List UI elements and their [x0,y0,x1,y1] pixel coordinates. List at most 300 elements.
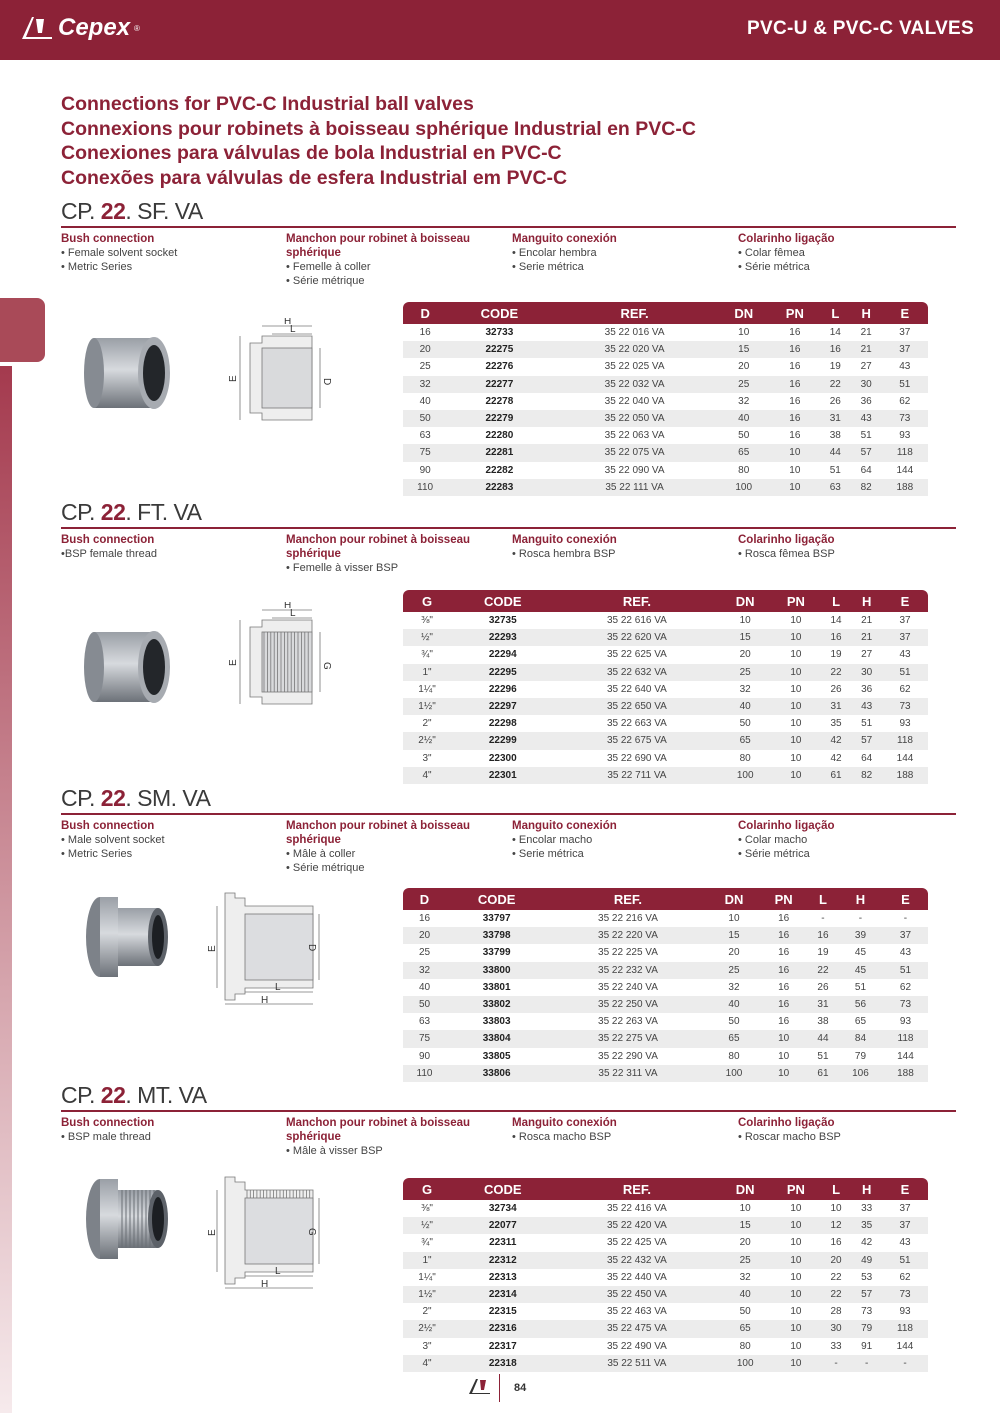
column-header: E [882,1178,928,1200]
table-cell: 22278 [485,395,514,407]
table-cell: 36 [860,395,872,407]
table-cell: 51 [861,718,873,730]
table-row [403,479,928,496]
lang-item: • Femelle à visser BSP [286,562,399,574]
table-cell: 57 [851,444,882,461]
title-prefix: CP. [61,499,95,525]
table-cell: 15 [719,1217,771,1234]
lang-heading: Manchon pour robinet à boisseau sphérique [286,534,471,560]
table-cell: 93 [899,1306,911,1318]
table-cell: 16 [759,962,808,979]
table-cell: 14 [830,615,842,627]
title-suffix: . FT. VA [125,499,202,525]
table-cell: 45 [854,947,867,959]
table-cell: 35 22 632 VA [554,664,719,681]
table-cell: 21 [861,615,873,627]
table-row [403,1065,928,1082]
table-cell: 26 [829,395,841,407]
table-cell: - [903,913,908,925]
lang-item: • Rosca macho BSP [512,1131,612,1143]
technical-drawing [222,318,337,438]
table-cell: 15 [718,341,770,358]
table-cell: 80 [728,1050,740,1062]
table-cell: 22312 [451,1252,554,1269]
column-header: G [403,590,451,612]
registered-mark: ® [134,23,140,33]
table-cell: 35 22 250 VA [547,996,708,1013]
lang-item: • Série métrique [286,862,365,874]
table-cell: 10 [790,752,802,764]
table-cell: 43 [899,649,911,661]
cepex-logo [20,14,140,42]
table-cell: 10 [771,732,821,749]
table-row [403,732,928,749]
lang-heading: Bush connection [61,534,155,546]
table-cell: 22300 [488,752,517,764]
column-header: CODE [451,590,554,612]
table-cell: 62 [899,981,912,993]
table-cell: 35 22 511 VA [554,1355,719,1372]
spec-table [403,590,928,784]
table-cell: 40 [419,395,431,407]
lang-block [61,533,281,561]
lang-heading: Bush connection [61,233,155,245]
table-cell: 35 22 290 VA [598,1050,658,1062]
table-row [403,1252,928,1269]
table-cell: 93 [899,430,911,442]
lang-heading: Bush connection [61,820,155,832]
lang-item: • Rosca hembra BSP [512,548,616,560]
table-cell: ⅜" [421,615,433,627]
table-row [403,427,928,444]
table-cell: 35 22 075 VA [552,444,718,461]
column-header: REF. [547,888,708,910]
table-cell: 65 [719,1320,771,1337]
table-cell: 33797 [482,913,511,925]
lang-block [512,533,732,561]
column-header: DN [719,1178,771,1200]
table-cell: 4" [403,767,451,784]
table-cell: 10 [790,1271,802,1283]
svg-text:L: L [290,324,296,335]
table-cell: 62 [899,1271,911,1283]
table-cell: 16 [759,927,808,944]
svg-text:D: D [306,944,317,952]
table-cell: 10 [771,664,821,681]
table-cell: 3" [422,752,432,764]
column-header: CODE [451,1178,554,1200]
footer-separator [499,1374,500,1402]
table-cell: - [851,1355,882,1372]
table-cell: 33802 [446,996,547,1013]
table-cell: 32 [403,962,446,979]
lang-heading: Manchon pour robinet à boisseau sphérique [286,820,471,846]
table-cell: 73 [882,410,928,427]
table-row [403,1048,928,1065]
table-cell: 33804 [446,1030,547,1047]
table-cell: 35 22 232 VA [547,962,708,979]
table-cell: 32 [738,395,750,407]
table-cell: 25 [419,361,431,373]
table-cell: 10 [790,1340,802,1352]
table-row [403,1320,928,1337]
table-cell: 22301 [451,767,554,784]
section-header [61,785,956,815]
table-cell: 32 [739,1271,751,1283]
table-cell: 16 [830,1237,842,1249]
table-row [403,944,928,961]
lang-item: • Encolar macho [512,834,593,846]
table-cell: 44 [808,1030,838,1047]
svg-text:D: D [321,378,332,386]
table-header-row [403,1178,928,1200]
svg-text:E: E [228,375,239,382]
table-cell: 30 [851,376,882,393]
table-cell: 37 [899,615,911,627]
table-cell: 16 [789,361,801,373]
section-title [61,785,210,812]
table-cell: 80 [738,464,750,476]
table-cell: 35 22 416 VA [606,1203,667,1215]
table-cell: 22 [821,1286,852,1303]
column-header: PN [771,590,821,612]
table-cell: 16 [778,947,790,959]
table-cell: 10 [759,1065,808,1082]
table-cell: 56 [838,996,883,1013]
table-cell: 16 [808,927,838,944]
page-number: 84 [514,1382,527,1394]
table-cell: 15 [709,927,760,944]
table-cell: 10 [771,1217,821,1234]
table-cell: 19 [829,361,841,373]
table-cell: 35 22 111 VA [552,479,718,496]
table-cell: 10 [771,698,821,715]
table-cell: 51 [854,981,867,993]
lang-block [512,1116,732,1144]
table-cell: ¾" [421,1237,433,1249]
table-cell: 10 [790,1237,802,1249]
table-cell: 10 [759,1030,808,1047]
table-cell: 10 [739,615,751,627]
table-cell: 32734 [488,1203,517,1215]
column-header: DN [719,590,771,612]
table-cell: 35 22 663 VA [606,718,667,730]
table-cell: 33798 [446,927,547,944]
table-cell: 1¼" [418,1271,436,1283]
lang-heading: Manchon pour robinet à boisseau sphérique [286,1117,471,1143]
table-cell: 1" [403,664,451,681]
table-cell: 35 22 016 VA [604,327,665,339]
table-cell: 20 [739,649,751,661]
column-header: D [403,888,446,910]
lang-block [738,819,958,861]
table-cell: 1½" [403,1286,451,1303]
table-row [403,1200,928,1217]
table-cell: 40 [709,996,760,1013]
table-cell: 22313 [488,1271,517,1283]
lang-item: • Roscar macho BSP [738,1131,841,1143]
table-cell: 10 [771,1286,821,1303]
title-pt: Conexões para válvulas de esfera Industrial em PVC-C [61,166,568,189]
table-cell: 61 [808,1065,838,1082]
spec-table [403,888,928,1082]
title-prefix: CP. [61,1082,95,1108]
title-suffix: . SM. VA [125,785,211,811]
table-row [403,1234,928,1251]
table-cell: 44 [820,444,851,461]
table-cell: 38 [817,1016,829,1028]
svg-text:L: L [290,608,296,619]
table-cell: 10 [790,683,802,695]
table-cell: 50 [403,996,446,1013]
section-title [61,1082,207,1109]
table-cell: 22 [821,664,852,681]
table-cell: 22283 [447,479,551,496]
footer-logo-icon [468,1378,492,1396]
table-row [403,979,928,996]
table-cell: 33806 [446,1065,547,1082]
table-cell: 16 [820,341,851,358]
table-cell: 80 [739,1340,751,1352]
lang-heading: Manchon pour robinet à boisseau sphérique [286,233,471,259]
table-cell: 33800 [446,962,547,979]
lang-item: • Colar macho [738,834,808,846]
column-header: H [851,1178,882,1200]
table-cell: 188 [882,767,928,784]
lang-heading: Manguito conexión [512,820,617,832]
table-cell: 14 [829,327,841,339]
title-suffix: . SF. VA [125,198,203,224]
language-descriptions [61,228,956,298]
table-cell: 33799 [482,947,511,959]
table-cell: 42 [821,732,852,749]
technical-drawing [205,1172,320,1292]
table-row [403,681,928,698]
lang-item: • Metric Series [61,848,133,860]
table-cell: 19 [830,649,842,661]
table-cell: 10 [770,479,820,496]
table-cell: - [821,1355,852,1372]
table-cell: 22298 [488,718,517,730]
table-cell: 100 [719,767,771,784]
column-header: D [403,302,447,324]
lang-item: • Female solvent socket [61,247,178,259]
table-cell: 32735 [488,615,517,627]
table-cell: 22 [820,376,851,393]
table-cell: 22279 [447,410,551,427]
table-cell: 35 22 616 VA [606,615,667,627]
table-cell: 35 22 225 VA [598,947,658,959]
table-cell: 22280 [485,430,514,442]
table-cell: 26 [830,683,842,695]
lang-heading: Manguito conexión [512,233,617,245]
product-section [61,499,956,599]
table-cell: 80 [739,752,751,764]
table-cell: 42 [830,752,842,764]
title-number: 22 [100,785,126,811]
table-cell: 20 [403,927,446,944]
table-cell: 32 [728,981,740,993]
table-row [403,962,928,979]
table-cell: 75 [403,444,447,461]
table-cell: 118 [882,1320,928,1337]
table-row [403,341,928,358]
table-cell: 100 [719,1355,771,1372]
table-cell: 1½" [403,698,451,715]
table-cell: 20 [739,1237,751,1249]
lang-block [738,232,958,274]
table-cell: 51 [883,962,928,979]
table-row [403,462,928,479]
table-row [403,393,928,410]
svg-text:L: L [275,982,281,993]
column-header: REF. [554,590,719,612]
table-cell: 32 [403,376,447,393]
lang-block [61,232,281,274]
lang-block [286,819,506,875]
table-cell: 35 22 620 VA [554,629,719,646]
language-descriptions [61,529,956,599]
table-cell: 21 [851,341,882,358]
table-row [403,1338,928,1355]
table-cell: ¾" [421,649,433,661]
table-cell: 188 [882,479,928,496]
table-cell: 51 [829,464,841,476]
lang-heading: Manguito conexión [512,1117,617,1129]
table-cell: 35 22 020 VA [552,341,718,358]
table-cell: 100 [718,479,770,496]
table-cell: 10 [789,464,801,476]
table-cell: 3" [422,1340,432,1352]
table-cell: 1" [403,1252,451,1269]
table-cell: 33803 [482,1016,511,1028]
title-suffix: . MT. VA [125,1082,207,1108]
table-cell: 20 [728,947,740,959]
table-cell: 35 22 420 VA [554,1217,719,1234]
table-cell: 22293 [451,629,554,646]
title-number: 22 [100,499,126,525]
technical-drawing [222,602,337,722]
table-row [403,358,928,375]
table-cell: 10 [790,1306,802,1318]
table-cell: 35 22 432 VA [554,1252,719,1269]
column-header: H [851,590,882,612]
table-cell: 49 [851,1252,882,1269]
table-row [403,698,928,715]
table-cell: 93 [899,718,911,730]
table-cell: 31 [808,996,838,1013]
table-cell: 31 [821,698,852,715]
table-cell: 16 [778,913,790,925]
table-cell: 10 [790,649,802,661]
table-cell: 57 [851,732,882,749]
table-cell: 16 [770,376,820,393]
table-cell: 22077 [451,1217,554,1234]
table-cell: 20 [403,341,447,358]
section-header [61,499,956,529]
table-cell: 82 [851,479,882,496]
table-cell: 73 [882,698,928,715]
page-title [61,92,696,190]
svg-text:E: E [228,659,239,666]
table-cell: 144 [896,1340,914,1352]
title-number: 22 [100,198,126,224]
table-cell: 33805 [482,1050,511,1062]
table-row [403,996,928,1013]
table-cell: 16 [789,430,801,442]
table-cell: 100 [709,1065,760,1082]
table-cell: 35 22 690 VA [606,752,667,764]
lang-item: • Mâle à visser BSP [286,1145,383,1157]
table-cell: - [821,913,825,925]
table-cell: 65 [854,1016,867,1028]
table-cell: 25 [709,962,760,979]
table-cell: 16 [770,410,820,427]
column-header: PN [770,302,820,324]
lang-heading: Colarinho ligação [738,1117,835,1129]
column-header: L [821,590,852,612]
table-row [403,1303,928,1320]
column-header: PN [759,888,808,910]
table-cell: 35 22 040 VA [604,395,665,407]
table-cell: 118 [883,1030,928,1047]
table-cell: 35 22 650 VA [554,698,719,715]
column-header: E [883,888,928,910]
table-head [403,888,928,910]
cepex-mark-icon [20,15,54,41]
title-es: Conexiones para válvulas de bola Industrial en PVC-C [61,142,562,164]
table-cell: 1¼" [418,683,436,695]
svg-text:G: G [321,662,332,670]
product-photo [72,612,182,722]
table-cell: 38 [829,430,841,442]
table-cell: 73 [883,996,928,1013]
column-header: H [851,302,882,324]
table-row [403,927,928,944]
table-cell: 26 [817,981,829,993]
table-cell: 10 [771,1355,821,1372]
table-cell: 35 22 440 VA [606,1271,667,1283]
table-cell: 10 [738,327,750,339]
section-header [61,198,956,228]
column-header: CODE [447,302,551,324]
lang-item: • Mâle à coller [286,848,356,860]
table-cell: 15 [719,629,771,646]
table-cell: 32 [739,683,751,695]
column-header: H [838,888,883,910]
svg-text:H: H [284,602,292,611]
table-cell: 22282 [485,464,514,476]
svg-text:H: H [284,318,292,327]
table-cell: 37 [882,1217,928,1234]
svg-text:G: G [306,1228,317,1236]
table-cell: 35 22 090 VA [604,464,665,476]
table-cell: ⅜" [421,1203,433,1215]
table-cell: 37 [899,327,911,339]
lang-heading: Manguito conexión [512,534,617,546]
table-head [403,1178,928,1200]
table-cell: 51 [882,376,928,393]
table-cell: 22275 [447,341,551,358]
table-row [403,715,928,732]
table-cell: 62 [899,395,911,407]
title-prefix: CP. [61,198,95,224]
title-en: Connections for PVC-C Industrial ball valves [61,93,474,115]
table-cell: 10 [728,913,740,925]
table-cell: 22316 [451,1320,554,1337]
lang-item: • Série métrica [738,848,810,860]
svg-text:E: E [207,1229,218,1236]
